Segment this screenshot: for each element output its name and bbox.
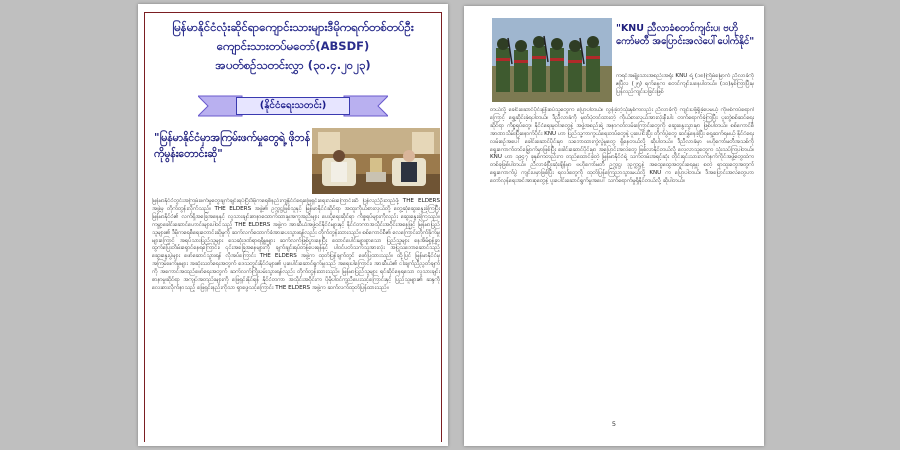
article-intro: ကရင်အမျိုးသားအစည်းအရုံး KNU ရဲ့ (၁၈)ကြိမ်မြောက် ညီလာခံကို ဧပြီလ (၂၅) ရက်နေ့က စတင်ကျင်းပနေပါတယ်။ (၁၀)နှစ်ကြာပြီးမှ ပြန်လည်ကျင်းပခြင်းဖြစ်	[616, 73, 754, 95]
article-headline-knu: "KNU ညီလာခံစတင်ကျင်းပ၊ ဗဟိုကော်မတီ အပြောင်းအလဲပေါ်ပေါက်နိုင်"	[616, 23, 755, 47]
soldiers-marching-photo	[492, 18, 612, 102]
newsletter-masthead	[146, 18, 440, 75]
article-headline: "မြန်မာနိုင်ငံမှာအကြမ်းဖက်မှုတွေရဲ့ ဖိုဘန်ကိုမွန်းတောင်းဆို"	[154, 132, 311, 160]
newsletter-page-left	[138, 4, 448, 446]
section-label: (နိုင်ငံရေးသတင်း)	[236, 97, 350, 115]
page-number: 5	[611, 420, 617, 428]
article-body-knu: တယ်လို့ ခေါင်းဆောင်ပိုင်းနဲ့နီးစပ်သူတွေက ပြောပါတယ်။ လွန်ခဲ့တဲ့သုံးနှစ်ကလည်း ညီလာခံကို ကျင်းပဖို့ရှိခဲ့ပေမယ့် ကိုဗစ်ကပ်ရောဂါကြောင့် ရွှေ့ဆိုင်းခဲ့ရပါတယ်။ ဒီညီလာခံကို မှတ်ပုံတင်ထားတဲ့ ကိုယ်စားလှယ်အားလုံးနီးပါး တက်ရောက်ခဲ့ကြပြီး ပူးတွဲစစ်ဆင်ရေးဆိုင်ရာ ကိစ္စရပ်တွေ၊ နိုင်ငံရေးမူဝါဒတွေနဲ့ အဖွဲ့အစည်းရဲ့ အနာဂတ်လမ်းကြောင်းတွေကို ဆွေးနွေးသွားမှာ ဖြစ်ပါတယ်။ စစ်ကောင်စီအာဏာသိမ်းပြီးနောက်ပိုင်း KNU ဟာ ပြည်သူ့ကာကွယ်ရေးတပ်တွေနဲ့ ပူးပေါင်းပြီး တိုက်ပွဲတွေ ဆင်နွှဲနေခဲ့ပြီး ရှေ့ဆက်ရမယ့် နိုင်ငံရေးလမ်းစဉ်အပေါ် ခေါင်းဆောင်ပိုင်းမှာ သဘောထားကွဲလွဲမှုတွေ ရှိနေတယ်လို့ ဆိုပါတယ်။ ဒီညီလာခံမှာ ဗဟိုကော်မတီအသစ်ကို ရွေးကောက်တင်မြှောက်မှာဖြစ်ပြီး ခေါင်းဆောင်ပိုင်းမှာ အပြောင်းအလဲတွေ ဖြစ်လာနိုင်တယ်လို့ လေ့လာသူတွေက သုံးသပ်ကြပါတယ်။ KNU ဟာ ၁၉၄၇ ခုနှစ်ကတည်းက တည်ထောင်ခဲ့တဲ့ မြန်မာနိုင်ငံရဲ့ သက်တမ်းအရင့်ဆုံး တိုင်းရင်းသားလက်နက်ကိုင်အဖွဲ့တွေထဲက တစ်ခုဖြစ်ပါတယ်။ ညီလာခံပြီးဆုံးချိန်မှာ ဗဟိုကော်မတီ ဥက္ကဋ္ဌ၊ ဒုဥက္ကဋ္ဌနဲ့ အထွေထွေအတွင်းရေးမှူး စတဲ့ ရာထူးတွေအတွက် ရွေးကောက်ပွဲ ကျင်းပမှာဖြစ်ပြီး ရလဒ်တွေကို ထုတ်ပြန်ကြေညာသွားမယ်လို့ KNU က ပြောပါတယ်။ ဒီအပြောင်းအလဲတွေဟာ တော်လှန်ရေးအင်အားစုတွေနဲ့ ပူးပေါင်းဆောင်ရွက်မှုအပေါ် သက်ရောက်မှုရှိနိုင်တယ်လို့ ဆိုပါတယ်။	[490, 107, 754, 185]
newsletter-page-right	[464, 6, 764, 446]
masthead-line-1: မြန်မာနိုင်ငံလုံးဆိုင်ရာကျောင်းသားများဒီမိုကရက်တစ်တပ်ဦး	[172, 20, 414, 34]
section-ribbon	[198, 94, 388, 118]
meeting-photo	[312, 128, 440, 194]
masthead-line-3: အပတ်စဉ်သတင်းလွှာ (၃၀.၄.၂၀၂၃)	[215, 58, 371, 72]
masthead-line-2: ကျောင်းသားတပ်မတော်(ABSDF)	[216, 39, 370, 53]
article-body: မြန်မာနိုင်ငံတွင်းအကြမ်းဖက်မှုတွေချက်ချင်းရပ်ပြီးဒီမိုကရေစီနည်းကျနိုင်ငံရေးဖြေရှင်းရေးလမ်းကြောင်းဆီ ပြန်လည်ဦးတည်ဖို့ THE ELDERS အဖွဲ့မှ တိုက်တွန်းလိုက်သည်။ THE ELDERS အဖွဲ့၏ ဥက္ကဋ္ဌဖြစ်သူနှင့် မြန်မာနိုင်ငံဆိုင်ရာ အထူးကိုယ်စားလှယ်တို့ တွေ့ဆုံဆွေးနွေးခဲ့ကြပြီး မြန်မာနိုင်ငံ၏ လက်ရှိအခြေအနေနှင့် လူသားချင်းစာနာထောက်ထားမှုအကူအညီများ ပေးပို့ရေးဆိုင်ရာ ကိစ္စရပ်များကိုလည်း ဆွေးနွေးခဲ့ကြသည်။ ကမ္ဘာ့ခေါင်းဆောင်ဟောင်းများပါဝင်သည့် THE ELDERS အဖွဲ့က အာဆီယံအဖွဲ့ဝင်နိုင်ငံများနှင့် နိုင်ငံတကာအသိုင်းအဝိုင်းအနေဖြင့် မြန်မာပြည်သူများ၏ ဒီမိုကရေစီရေးတောင်းဆိုမှုကို ဆက်လက်ထောက်ခံအားပေးသွားရန်လည်း တိုက်တွန်းထားသည်။ စစ်ကောင်စီ၏ လေကြောင်းတိုက်ခိုက်မှုများကြောင့် အရပ်သားပြည်သူများ သေဆုံးဒဏ်ရာရရှိမှုများ ဆက်လက်ဖြစ်ပွားနေပြီး ထောင်ပေါင်းများစွာသော ပြည်သူများ နေအိမ်စွန့်ခွာ ထွက်ပြေးတိမ်းရှောင်နေရကြောင်း၊ ၎င်းအခြေအနေများကို ချက်ချင်းရပ်တန့်ပေးရန်နှင့် ပါဝင်ပတ်သက်သူအားလုံး အပြုသဘောဆောင်သည့် ဆွေးနွေးပွဲများ ဖော်ဆောင်သွားရန် လိုအပ်ကြောင်း THE ELDERS အဖွဲ့က ထုတ်ပြန်ချက်တွင် ဖော်ပြထားသည်။ ထို့ပြင် မြန်မာနိုင်ငံမှ အကြမ်းဖက်မှုများ အဆုံးသတ်ရေးအတွက် ဒေသတွင်းနိုင်ငံများ၏ ပူးပေါင်းဆောင်ရွက်မှုသည် အရေးပါကြောင်း၊ အာဆီယံ၏ ငါးချက်ညီညွတ်ချက်ကို အကောင်အထည်ဖော်ရေးအတွက် ဆက်လက်ကြိုးပမ်းသွားရန်လည်း တိုက်တွန်းထားသည်။ မြန်မာပြည်သူများ ရင်ဆိုင်နေရသော လူသားချင်းစာနာမှုဆိုင်ရာ အကျပ်အတည်းများကို ဖြေရှင်းနိုင်ရန် နိုင်ငံတကာ အသိုင်းအဝိုင်းက ပိုမိုပါဝင်ကူညီပေးသင့်ကြောင်းနှင့် ပြည်သူများ၏ ဆန္ဒကို လေးစားလိုက်နာသည့် ဖြေရှင်းနည်းကိုသာ ရှာဖွေသင့်ကြောင်း THE ELDERS အဖွဲ့က ဆက်လက်ထုတ်ပြန်ထားသည်။	[152, 198, 440, 291]
